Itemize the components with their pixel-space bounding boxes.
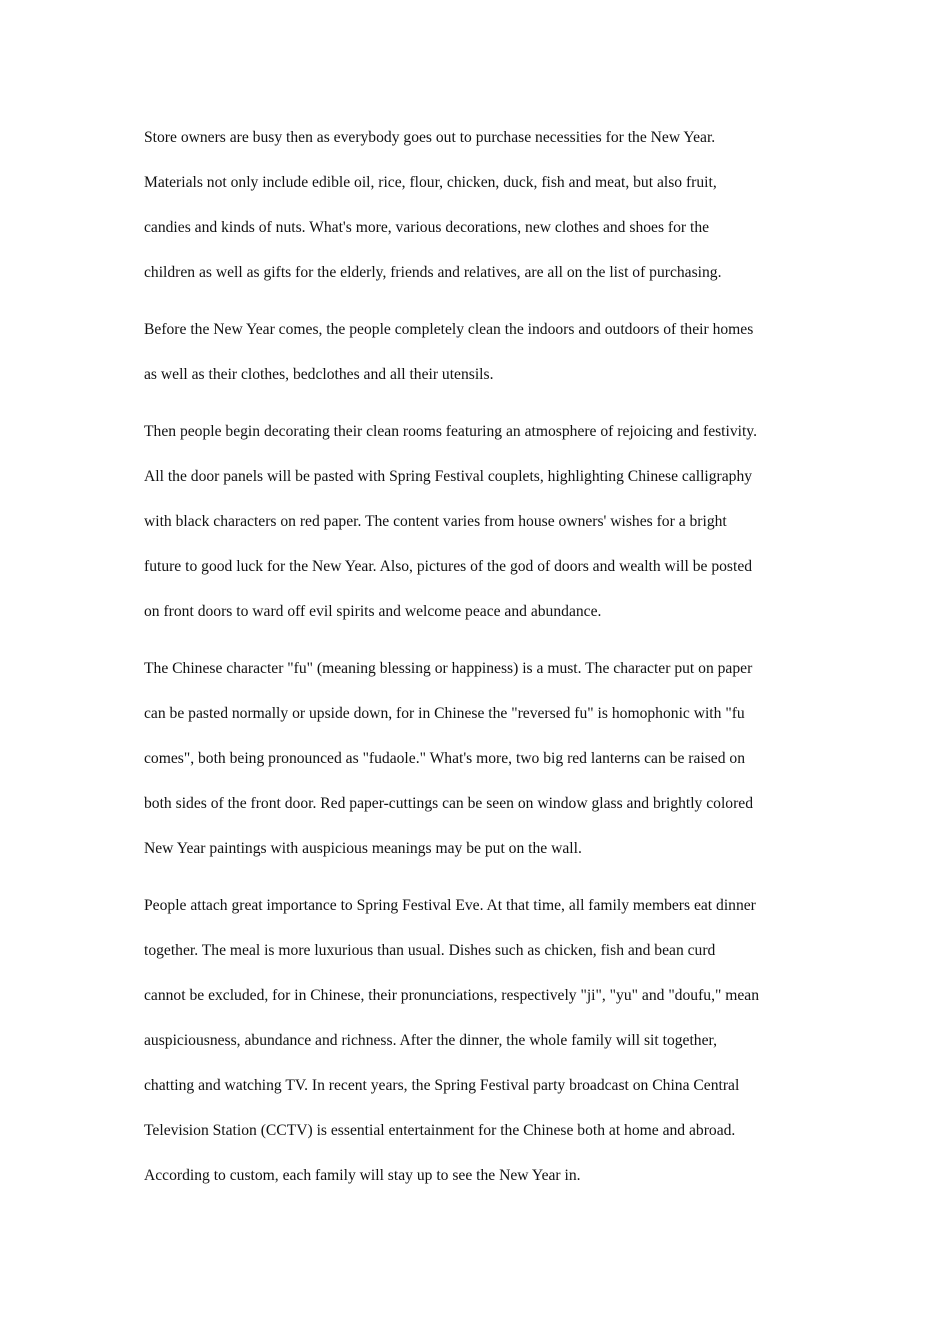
text-line: People attach great importance to Spring Festival Eve. At that time, all family members eat dinner <box>144 897 756 914</box>
paragraph-new-year-shopping <box>144 127 814 307</box>
text-line: comes", both being pronounced as "fudaole." What's more, two big red lanterns can be raised on <box>144 750 746 767</box>
text-line: future to good luck for the New Year. Also, pictures of the god of doors and wealth will be posted <box>144 558 753 575</box>
text-line: children as well as gifts for the elderly, friends and relatives, are all on the list of purchasing. <box>144 264 722 281</box>
text-line: According to custom, each family will stay up to see the New Year in. <box>144 1167 581 1184</box>
paragraph-fu-character <box>144 658 814 883</box>
text-line: Store owners are busy then as everybody goes out to purchase necessities for the New Year. <box>144 129 716 146</box>
paragraph-festival-eve <box>144 895 814 1210</box>
text-line: Television Station (CCTV) is essential entertainment for the Chinese both at home and abroad. <box>144 1122 736 1139</box>
text-line: can be pasted normally or upside down, for in Chinese the "reversed fu" is homophonic with "fu <box>144 705 745 722</box>
text-line: Then people begin decorating their clean rooms featuring an atmosphere of rejoicing and festivity. <box>144 423 757 440</box>
paragraph-decorations <box>144 421 814 646</box>
text-line: auspiciousness, abundance and richness. After the dinner, the whole family will sit together, <box>144 1032 717 1049</box>
text-line: on front doors to ward off evil spirits and welcome peace and abundance. <box>144 603 602 620</box>
document-page <box>144 127 814 1222</box>
text-line: both sides of the front door. Red paper-cuttings can be seen on window glass and brightly colored <box>144 795 754 812</box>
text-line: cannot be excluded, for in Chinese, their pronunciations, respectively "ji", "yu" and "doufu," mean <box>144 987 759 1004</box>
text-line: The Chinese character "fu" (meaning blessing or happiness) is a must. The character put on paper <box>144 660 753 677</box>
text-line: together. The meal is more luxurious than usual. Dishes such as chicken, fish and bean curd <box>144 942 716 959</box>
text-line: chatting and watching TV. In recent years, the Spring Festival party broadcast on China Central <box>144 1077 740 1094</box>
text-line: candies and kinds of nuts. What's more, various decorations, new clothes and shoes for the <box>144 219 710 236</box>
text-line: Before the New Year comes, the people completely clean the indoors and outdoors of their homes <box>144 321 754 338</box>
paragraph-house-cleaning <box>144 319 814 409</box>
text-line: with black characters on red paper. The content varies from house owners' wishes for a bright <box>144 513 727 530</box>
text-line: All the door panels will be pasted with Spring Festival couplets, highlighting Chinese calligraphy <box>144 468 753 485</box>
text-line: as well as their clothes, bedclothes and all their utensils. <box>144 366 494 383</box>
text-line: New Year paintings with auspicious meanings may be put on the wall. <box>144 840 582 857</box>
text-line: Materials not only include edible oil, rice, flour, chicken, duck, fish and meat, but also fruit, <box>144 174 717 191</box>
